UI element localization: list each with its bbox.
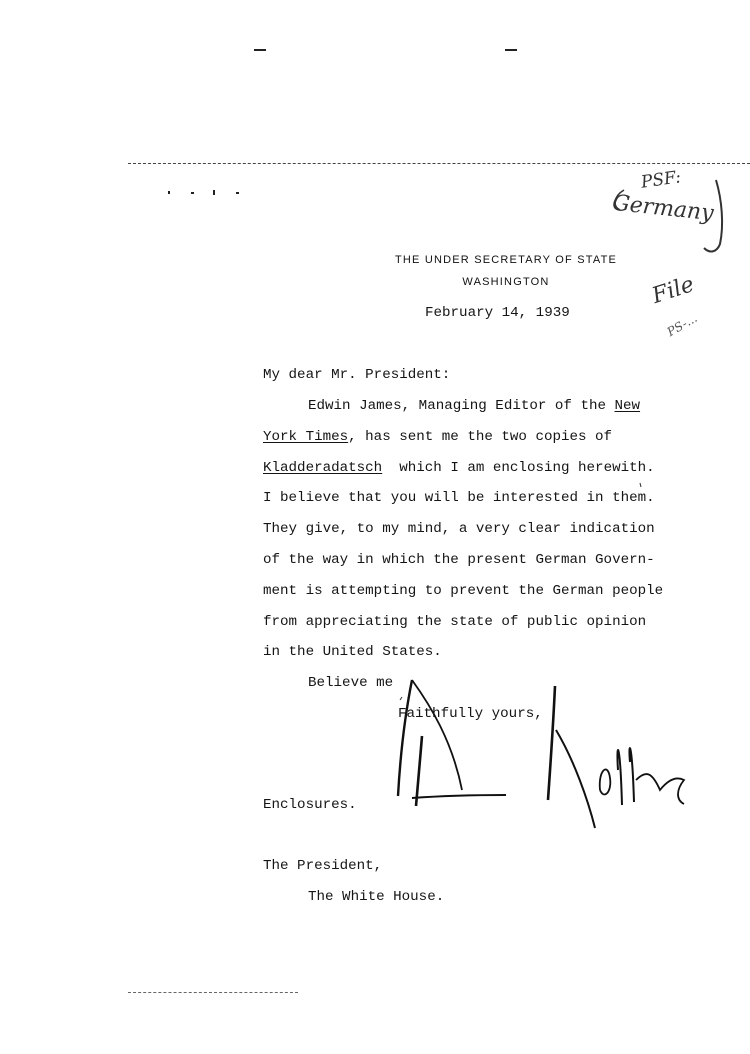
annotation-file: File [649,272,698,309]
salutation: My dear Mr. President: [263,367,451,383]
body-text-underlined: Kladderadatsch [263,460,383,476]
body-line: from appreciating the state of public opinion [263,614,647,630]
letterhead-title: THE UNDER SECRETARY OF STATE [394,254,618,266]
body-text-underlined: York Times [263,429,349,445]
scan-speck [400,697,402,700]
body-line: ment is attempting to prevent the German people [263,583,664,599]
annotation-bracket [704,180,722,251]
body-text: , has sent me the two copies of [348,429,613,445]
letter-date: February 14, 1939 [425,305,570,321]
body-line: of the way in which the present German Govern- [263,552,655,568]
body-text: which I am enclosing herewith. [382,460,655,476]
body-text-underlined: New [614,398,641,414]
enclosures-note: Enclosures. [263,797,357,813]
body-line: in the United States. [263,644,442,660]
annotation-extra: PS-... [664,310,700,340]
closing-believe: Believe me [308,675,394,691]
addressee-name: The President, [263,858,383,874]
body-text: Edwin James, Managing Editor of the [308,398,615,414]
closing-faithfully: Faithfully yours, [398,706,543,722]
annotation-germany: Germany [610,190,715,227]
addressee-place: The White House. [308,889,445,905]
letterhead-city: WASHINGTON [462,276,550,288]
scan-speck [640,483,641,487]
body-line: They give, to my mind, a very clear indication [263,521,655,537]
annotation-bracket-curl [615,190,624,210]
annotation-psf: PSF: [639,167,683,193]
signature-icon [398,680,684,828]
body-line: I believe that you will be interested in them. [263,490,655,506]
